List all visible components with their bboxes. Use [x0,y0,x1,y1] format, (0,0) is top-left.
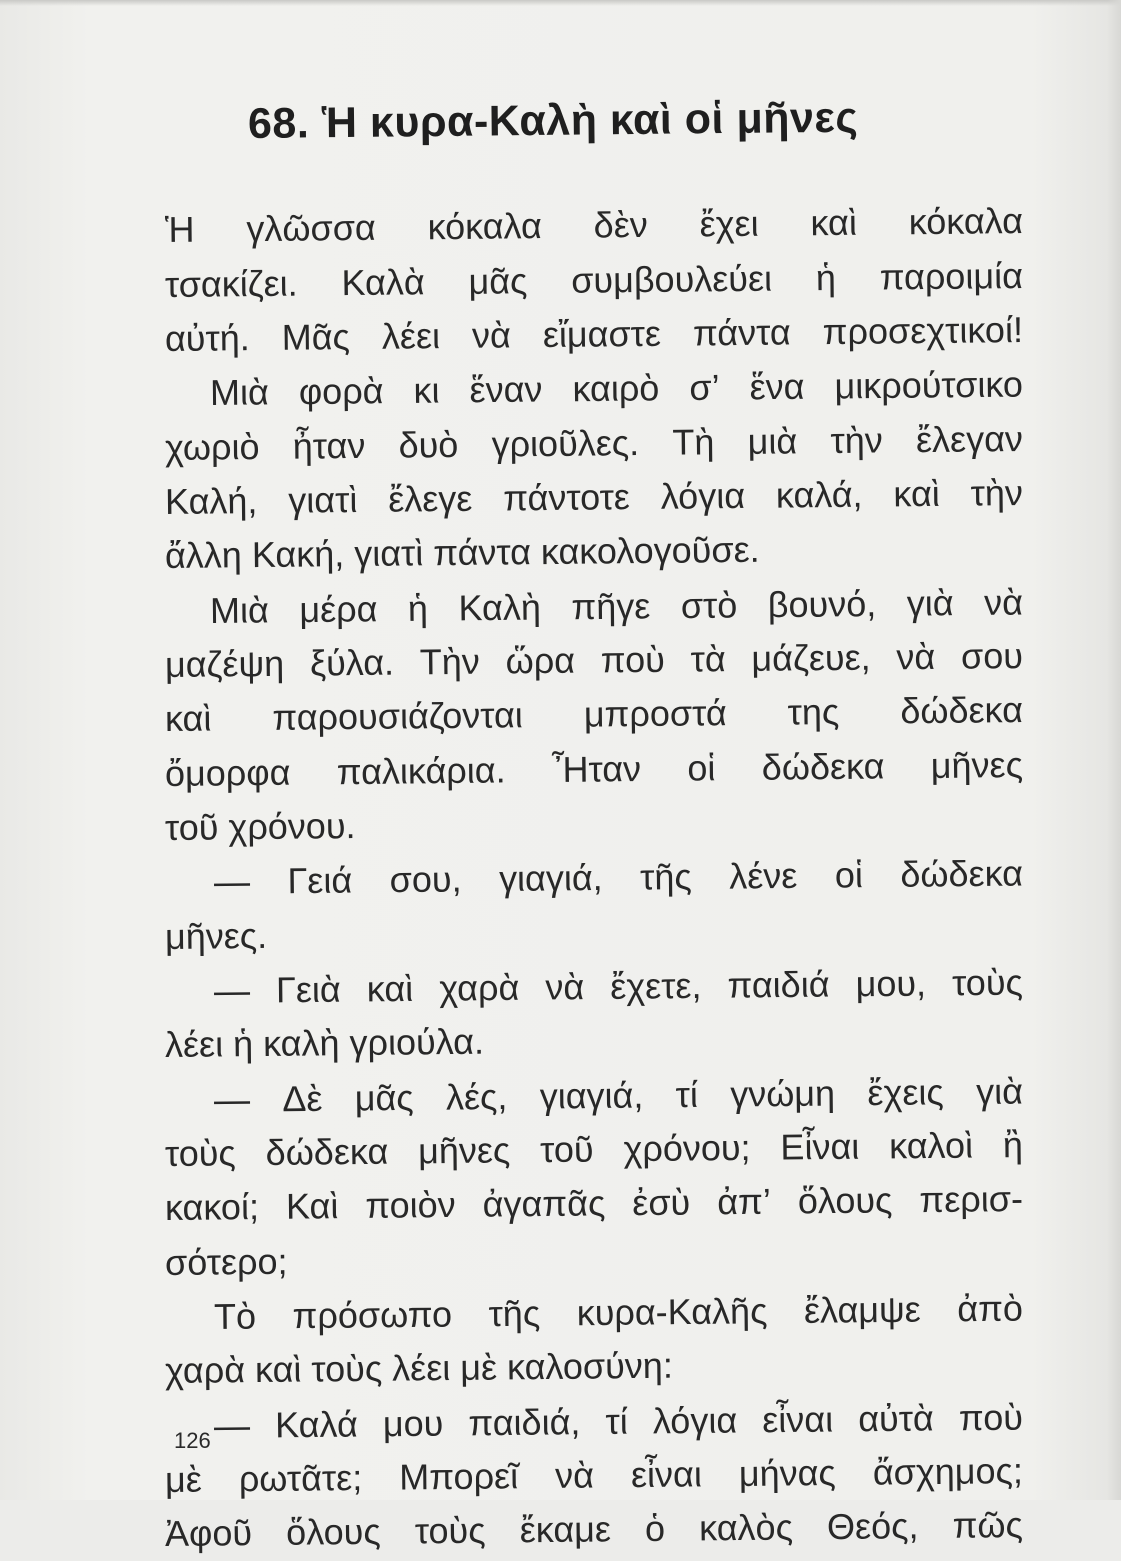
word: ποιὸν [365,1183,456,1226]
word: γιαγιά, [539,1074,644,1117]
word: Θεός, [826,1505,919,1548]
word: χωριὸ [164,426,260,468]
word: μάζευε, [751,636,871,679]
word: πάντα [692,311,791,354]
text-line: σότερο; [164,1240,288,1283]
text-line [165,738,1024,801]
word: λόγια [652,1399,738,1442]
word: σου, [389,858,462,901]
text-line [214,1065,1024,1127]
word: ἕνα [749,365,805,408]
word: μᾶς [468,260,528,302]
word: μαζέψη [164,642,285,685]
word: γριοῦλες. [491,422,640,465]
text-line [165,466,1024,529]
word: χρόνου; [623,1126,751,1170]
text-line [165,629,1024,692]
word: Καὶ [285,1185,339,1227]
word: αὐτὰ [857,1397,934,1440]
word: οἱ [687,747,716,789]
word: περισ- [919,1178,1024,1221]
word: ρωτᾶτε; [238,1456,363,1500]
word: ποὺ [600,638,666,681]
word: λένε [729,854,798,897]
word: — [213,1404,251,1446]
word: — [213,969,251,1011]
word: γνώμη [729,1072,836,1115]
word: σ’ [689,366,720,408]
text-line [165,194,1024,257]
word: στὸ [680,584,738,627]
word: Μιὰ [209,371,270,413]
word: καλοὶ [888,1124,974,1167]
word: ἔλεγε [387,477,473,520]
word: καὶ [164,697,212,739]
word: παροιμία [879,255,1024,298]
word: συμβουλεύει [570,257,773,301]
word: ὄμορφα [164,751,291,794]
word: καλά, [775,473,863,516]
word: καλὸς [698,1506,794,1549]
word: κι [413,369,440,411]
chapter-title: 68. Ἡ κυρα-Καλὴ καὶ οἱ μῆνες [247,93,859,148]
word: της [787,690,840,733]
word: μήνας [738,1451,837,1494]
word: παιδιά, [468,1401,581,1444]
word: τοῦ [539,1128,594,1171]
word: τὴν [830,419,883,462]
word: παρουσιάζονται [272,694,523,738]
text-line [214,1391,1024,1453]
word: ἔχεις [867,1071,944,1114]
word: Καλά [274,1403,358,1446]
word: κόκαλα [427,205,543,248]
text-line [214,1282,1024,1344]
text-line [214,847,1024,909]
text-line: λέει ἡ καλὴ γριούλα. [164,1020,485,1065]
word: τί [605,1400,628,1442]
word: ἔχετε, [609,964,702,1007]
word: ὅλους [797,1179,893,1222]
word: Μπορεῖ [399,1455,519,1498]
text-line [165,683,1024,746]
word: ὥρα [505,639,576,682]
page-number: 126 [174,1428,211,1453]
word: Ἦταν [551,748,642,790]
text-line [165,249,1024,312]
word: καὶ [810,201,858,244]
word: ἀπ’ [716,1180,772,1223]
word: γιὰ [906,582,954,624]
word: δώδεκα [761,745,885,788]
word: εἶναι [762,1398,834,1441]
word: — [213,860,251,902]
word: νὰ [983,581,1024,623]
word: ἕναν [469,368,543,411]
word: δυὸ [398,423,459,466]
word: γιὰ [975,1070,1024,1113]
word: παλικάρια. [336,749,506,793]
word: γιαγιά, [498,856,603,900]
word: μὲ [164,1458,203,1500]
word: καιρὸ [572,367,660,410]
word: Καλὴ [458,586,542,629]
word: Ἀφοῦ [164,1512,253,1554]
word: αὐτή. [164,317,250,359]
page-right-edge [1107,0,1121,1500]
text-line [165,303,1024,366]
word: καὶ [366,967,414,1010]
word: ἔκαμε [519,1508,612,1551]
text-line [214,956,1024,1018]
word: πρόσωπο [292,1293,453,1337]
word: νὰ [554,1454,595,1496]
word: Καλή, [164,480,258,522]
word: μέρα [299,588,378,631]
word: νὰ [471,314,512,356]
word: Τὸ [213,1295,257,1337]
word: μῆνες [417,1129,511,1172]
word: τὴν [970,472,1024,514]
word: χαρὰ [439,966,520,1009]
word: Τὴ [672,421,715,463]
word: — [213,1078,251,1120]
word: μικρούτσικο [834,363,1024,407]
word: ξύλα. [309,641,395,684]
word: Μιὰ [209,589,270,631]
word: τοὺς [164,1132,236,1174]
word: Ἡ [164,208,195,250]
text-line: τοῦ χρόνου. [164,805,356,848]
text-line: μῆνες. [164,914,268,957]
word: Τὴν [419,640,481,683]
word: Καλὰ [341,261,425,304]
word: Δὲ [282,1077,323,1120]
word: τί [675,1073,699,1116]
word: παιδιά [727,963,830,1006]
word: κακοί; [164,1186,260,1228]
text-line [165,412,1024,475]
text-line [165,1118,1024,1181]
word: τὰ [690,638,726,680]
word: μᾶς [354,1076,414,1119]
text-line: χαρὰ καὶ τοὺς λέει μὲ καλοσύνη: [164,1344,674,1391]
word: κόκαλα [908,200,1024,243]
word: ὅλους [285,1510,381,1553]
word: ποὺ [958,1396,1024,1439]
word: ἢ [1002,1124,1024,1166]
page-top-edge [0,0,1121,6]
word: πῶς [952,1504,1024,1546]
word: Γειά [287,859,353,902]
word: γιατὶ [288,478,358,521]
word: μπροστά [583,692,727,735]
word: τῆς [488,1292,541,1335]
word: ἐσὺ [632,1181,691,1224]
word: δώδεκα [900,689,1024,732]
word: κυρα-Καλῆς [576,1290,768,1334]
word: Μᾶς [281,316,351,358]
word: μου, [855,962,927,1005]
text-line [210,575,1024,638]
word: ἔλεγαν [915,418,1024,461]
word: ἔχει [699,202,759,245]
word: πάντοτε [502,476,631,519]
word: γλῶσσα [246,206,376,250]
word: μιὰ [747,420,798,462]
word: σου [960,635,1024,677]
word: ἦταν [292,424,366,467]
word: βουνό, [767,583,877,626]
word: λές, [445,1075,508,1118]
word: μῆνες [930,744,1024,786]
word: εἶναι [630,1453,703,1496]
word: ἡ [407,587,429,629]
word: τοὺς [414,1509,486,1552]
word: ἄσχημος; [872,1450,1024,1493]
word: νὰ [545,966,585,1008]
text-line [165,1444,1024,1507]
text-line [165,1172,1024,1235]
word: Γειὰ [275,968,341,1011]
word: τσακίζει. [164,262,298,305]
word: μου [382,1402,444,1445]
word: νὰ [896,635,936,678]
word: προσεχτικοί! [822,309,1024,353]
word: τοὺς [951,961,1024,1004]
text-line: ἄλλη Κακή, γιατὶ πάντα κακολογοῦσε. [164,528,760,576]
word: τῆς [639,855,692,898]
word: ἀπὸ [957,1287,1024,1330]
text-line [210,357,1024,420]
word: οἱ [834,854,864,896]
word: ἡ [815,256,837,299]
word: καὶ [893,472,940,515]
word: δὲν [593,203,648,246]
word: δώδεκα [900,852,1024,895]
text-line [165,1498,1024,1561]
word: δώδεκα [265,1130,389,1173]
word: ἀγαπᾶς [482,1182,606,1225]
word: Εἶναι [780,1125,860,1168]
word: ἔλαμψε [803,1288,921,1331]
word: εἴμαστε [542,312,662,356]
word: φορὰ [298,370,384,413]
word: λόγια [660,474,746,517]
word: λέει [381,315,441,357]
word: ὁ [644,1507,666,1549]
word: πῆγε [571,585,651,628]
